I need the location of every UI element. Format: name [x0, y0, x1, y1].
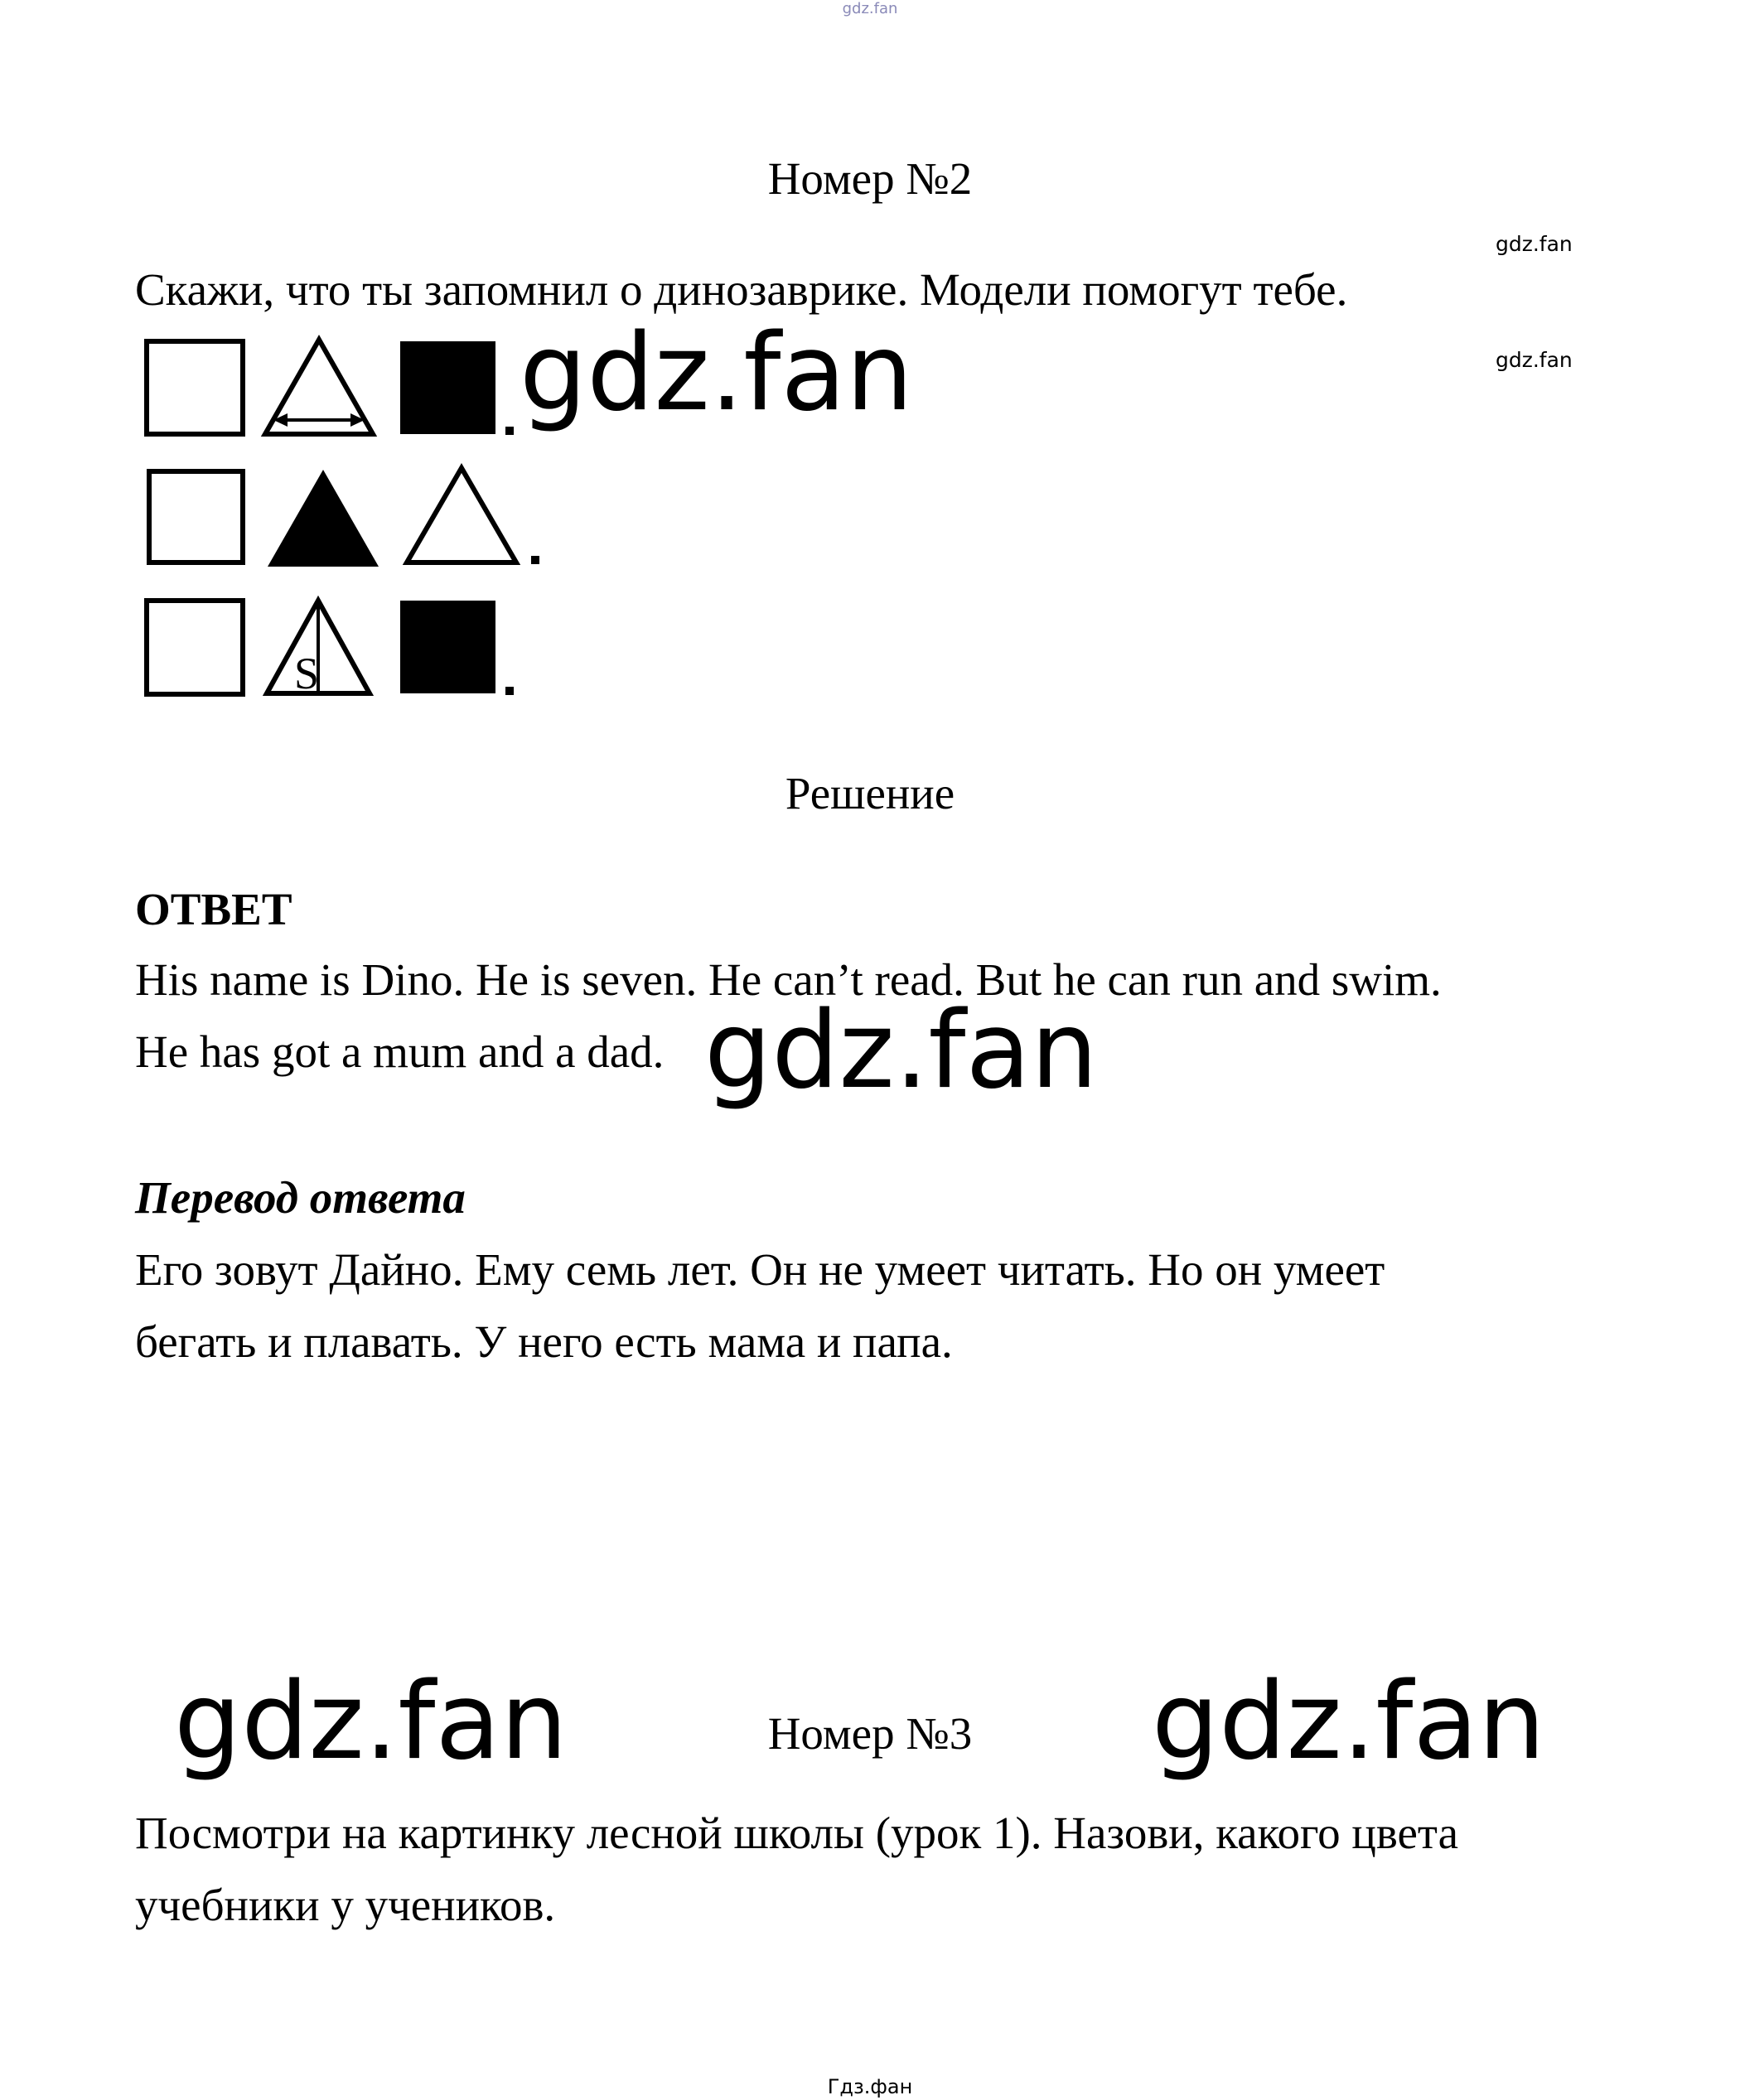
top-watermark: gdz.fan — [842, 0, 898, 17]
task3-instruction-line-2: учебники у учеников. — [135, 1880, 556, 1930]
watermark-small-right-1: gdz.fan — [1496, 232, 1573, 256]
watermark-big-1: gdz.fan — [520, 311, 913, 435]
svg-text:S: S — [293, 649, 320, 698]
filled-triangle-icon — [268, 470, 379, 567]
models-row-2 — [149, 468, 539, 567]
watermark-big-2: gdz.fan — [704, 989, 1098, 1113]
footer-watermark: Гдз.фан — [827, 2075, 913, 2098]
watermark-big-4: gdz.fan — [1152, 1660, 1545, 1784]
models-row-3 — [147, 601, 514, 698]
empty-square-icon — [147, 341, 243, 434]
triangle-with-arrow-icon — [265, 340, 373, 434]
translation-line-2: бегать и плавать. У него есть мама и папа. — [135, 1316, 953, 1367]
empty-triangle-icon — [407, 468, 516, 562]
period-dot — [531, 556, 539, 564]
task3-heading: Номер №3 — [767, 1708, 973, 1759]
filled-square-icon — [400, 601, 495, 693]
translation-heading: Перевод ответа — [135, 1172, 466, 1223]
translation-line-1: Его зовут Дайно. Ему семь лет. Он не умеет читать. Но он умеет — [135, 1244, 1385, 1295]
filled-square-icon — [400, 341, 495, 434]
period-dot — [505, 427, 514, 435]
answer-heading: ОТВЕТ — [135, 884, 292, 934]
watermark-small-right-2: gdz.fan — [1496, 348, 1573, 372]
period-dot — [505, 687, 514, 695]
answer-line-1: His name is Dino. He is seven. He can’t read. But he can run and swim. — [135, 954, 1442, 1005]
empty-square-icon — [149, 471, 243, 562]
task2-instruction: Скажи, что ты запомнил о динозаврике. Модели помогут тебе. — [135, 264, 1348, 315]
solution-heading: Решение — [785, 768, 955, 818]
watermark-big-3: gdz.fan — [174, 1660, 568, 1784]
models-row-1 — [147, 340, 514, 435]
triangle-with-s-icon — [267, 601, 370, 698]
task2-heading: Номер №2 — [767, 153, 973, 204]
answer-line-2: He has got a mum and a dad. — [135, 1026, 665, 1077]
task3-instruction-line-1: Посмотри на картинку лесной школы (урок 1). Назови, какого цвета — [135, 1808, 1459, 1858]
dinosaur-models — [137, 327, 568, 708]
empty-square-icon — [147, 601, 243, 694]
